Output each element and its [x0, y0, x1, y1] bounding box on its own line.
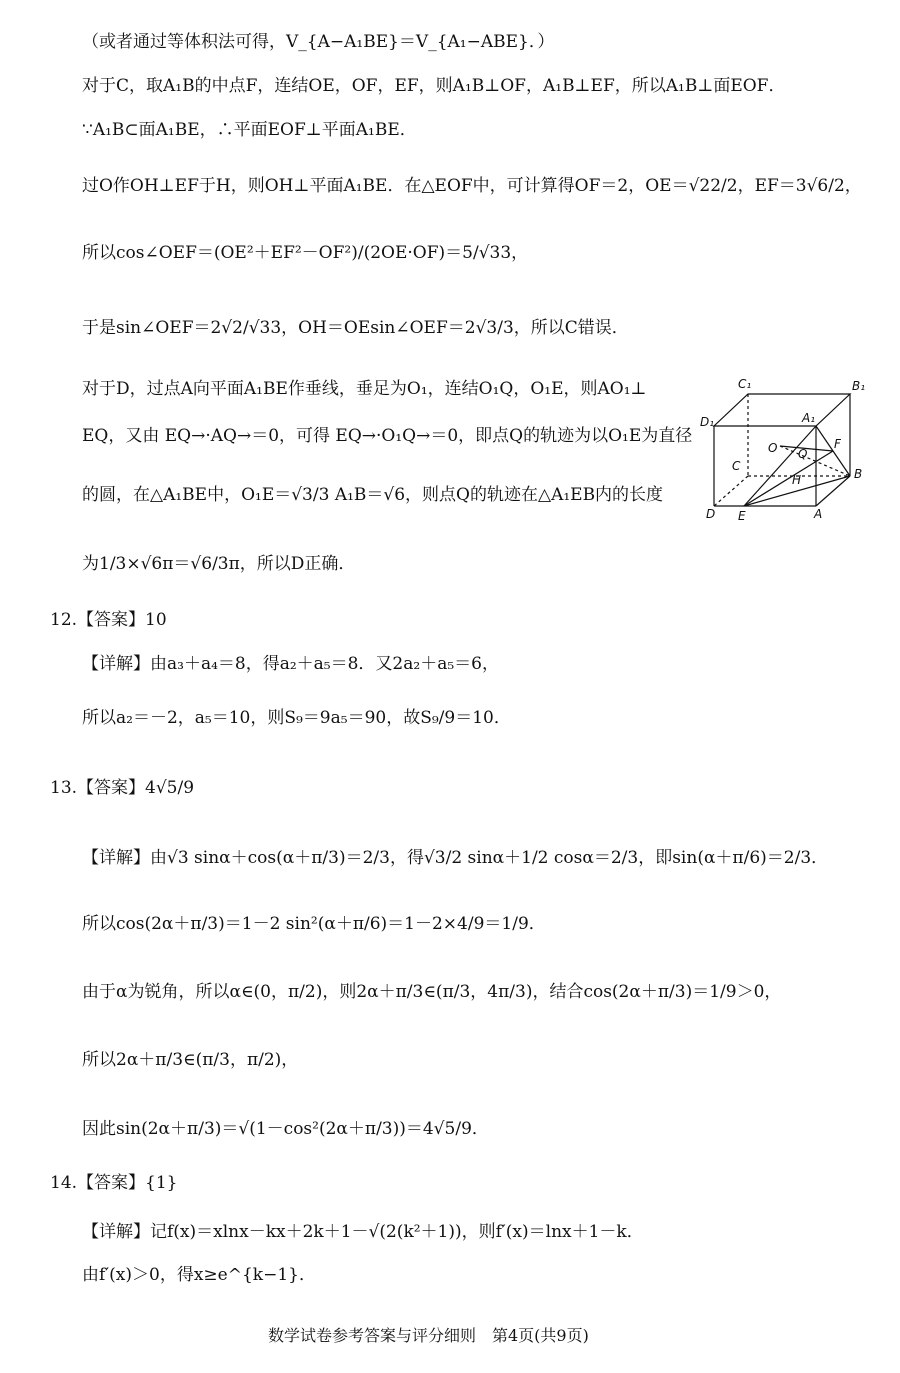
line-13: 所以a₂＝－2，a₅＝10，则S₉＝9a₅＝90，故S₉/9＝10． — [82, 708, 511, 728]
line-20: 14.【答案】{1} — [50, 1173, 178, 1193]
line-8: EQ，又由 EQ→·AQ→＝0，可得 EQ→·O₁Q→＝0，即点Q的轨迹为以O₁E为直径 — [82, 426, 693, 446]
line-21: 【详解】记f(x)＝xlnx－kx＋2k＋1－√(2(k²＋1))，则f′(x)＝lnx＋1－k． — [82, 1222, 644, 1242]
label-b: B — [854, 467, 863, 481]
label-q: Q — [798, 447, 808, 461]
cube-figure — [700, 372, 870, 522]
line-5: 所以cos∠OEF＝(OE²＋EF²－OF²)/(2OE·OF)＝5/√33， — [82, 243, 529, 263]
line-9: 的圆，在△A₁BE中，O₁E＝√3/3 A₁B＝√6，则点Q的轨迹在△A₁EB内的长度 — [82, 485, 664, 505]
page-footer: 数学试卷参考答案与评分细则 第4页(共9页) — [268, 1326, 589, 1345]
label-b1: B₁ — [852, 379, 866, 393]
label-a: A — [814, 507, 823, 521]
line-3: ∵A₁B⊂面A₁BE，∴平面EOF⊥平面A₁BE． — [82, 120, 417, 140]
label-f: F — [834, 437, 841, 451]
line-10: 为1/3×√6π＝√6/3π，所以D正确． — [82, 554, 356, 574]
line-11: 12.【答案】10 — [50, 610, 167, 630]
label-c1: C₁ — [738, 377, 752, 391]
label-o: O — [768, 441, 778, 455]
line-15: 【详解】由√3 sinα＋cos(α＋π/3)＝2/3，得√3/2 sinα＋1/2 cosα＝2/3，即sin(α＋π/6)＝2/3． — [82, 848, 829, 868]
line-1: （或者通过等体积法可得，V_{A−A₁BE}＝V_{A₁−ABE}．） — [82, 32, 555, 52]
line-7: 对于D，过点A向平面A₁BE作垂线，垂足为O₁，连结O₁Q，O₁E，则AO₁⊥ — [82, 379, 647, 399]
label-a1: A₁ — [802, 411, 816, 425]
line-19: 因此sin(2α＋π/3)＝√(1－cos²(2α＋π/3))＝4√5/9． — [82, 1119, 489, 1139]
line-2: 对于C，取A₁B的中点F，连结OE，OF，EF，则A₁B⊥OF，A₁B⊥EF，所以A₁B⊥面EOF． — [82, 76, 786, 96]
line-14: 13.【答案】4√5/9 — [50, 778, 195, 798]
label-c: C — [732, 459, 741, 473]
line-4: 过O作OH⊥EF于H，则OH⊥平面A₁BE．在△EOF中，可计算得OF＝2，OE＝√22/2，EF＝3√6/2， — [82, 176, 862, 196]
line-6: 于是sin∠OEF＝2√2/√33，OH＝OEsin∠OEF＝2√3/3，所以C错误． — [82, 318, 629, 338]
figure-labels — [700, 377, 865, 522]
line-12: 【详解】由a₃＋a₄＝8，得a₂＋a₅＝8．又2a₂＋a₅＝6， — [82, 654, 499, 674]
label-d1: D₁ — [700, 415, 715, 429]
line-18: 所以2α＋π/3∈(π/3，π/2)， — [82, 1050, 299, 1070]
label-h: H — [792, 473, 802, 487]
label-e: E — [738, 509, 746, 522]
label-d: D — [706, 507, 716, 521]
line-22: 由f′(x)＞0，得x≥e^{k−1}． — [82, 1265, 316, 1285]
line-16: 所以cos(2α＋π/3)＝1－2 sin²(α＋π/6)＝1－2×4/9＝1/9． — [82, 914, 546, 934]
line-17: 由于α为锐角，所以α∈(0，π/2)，则2α＋π/3∈(π/3，4π/3)，结合cos(2α＋π/3)＝1/9＞0， — [82, 982, 782, 1002]
